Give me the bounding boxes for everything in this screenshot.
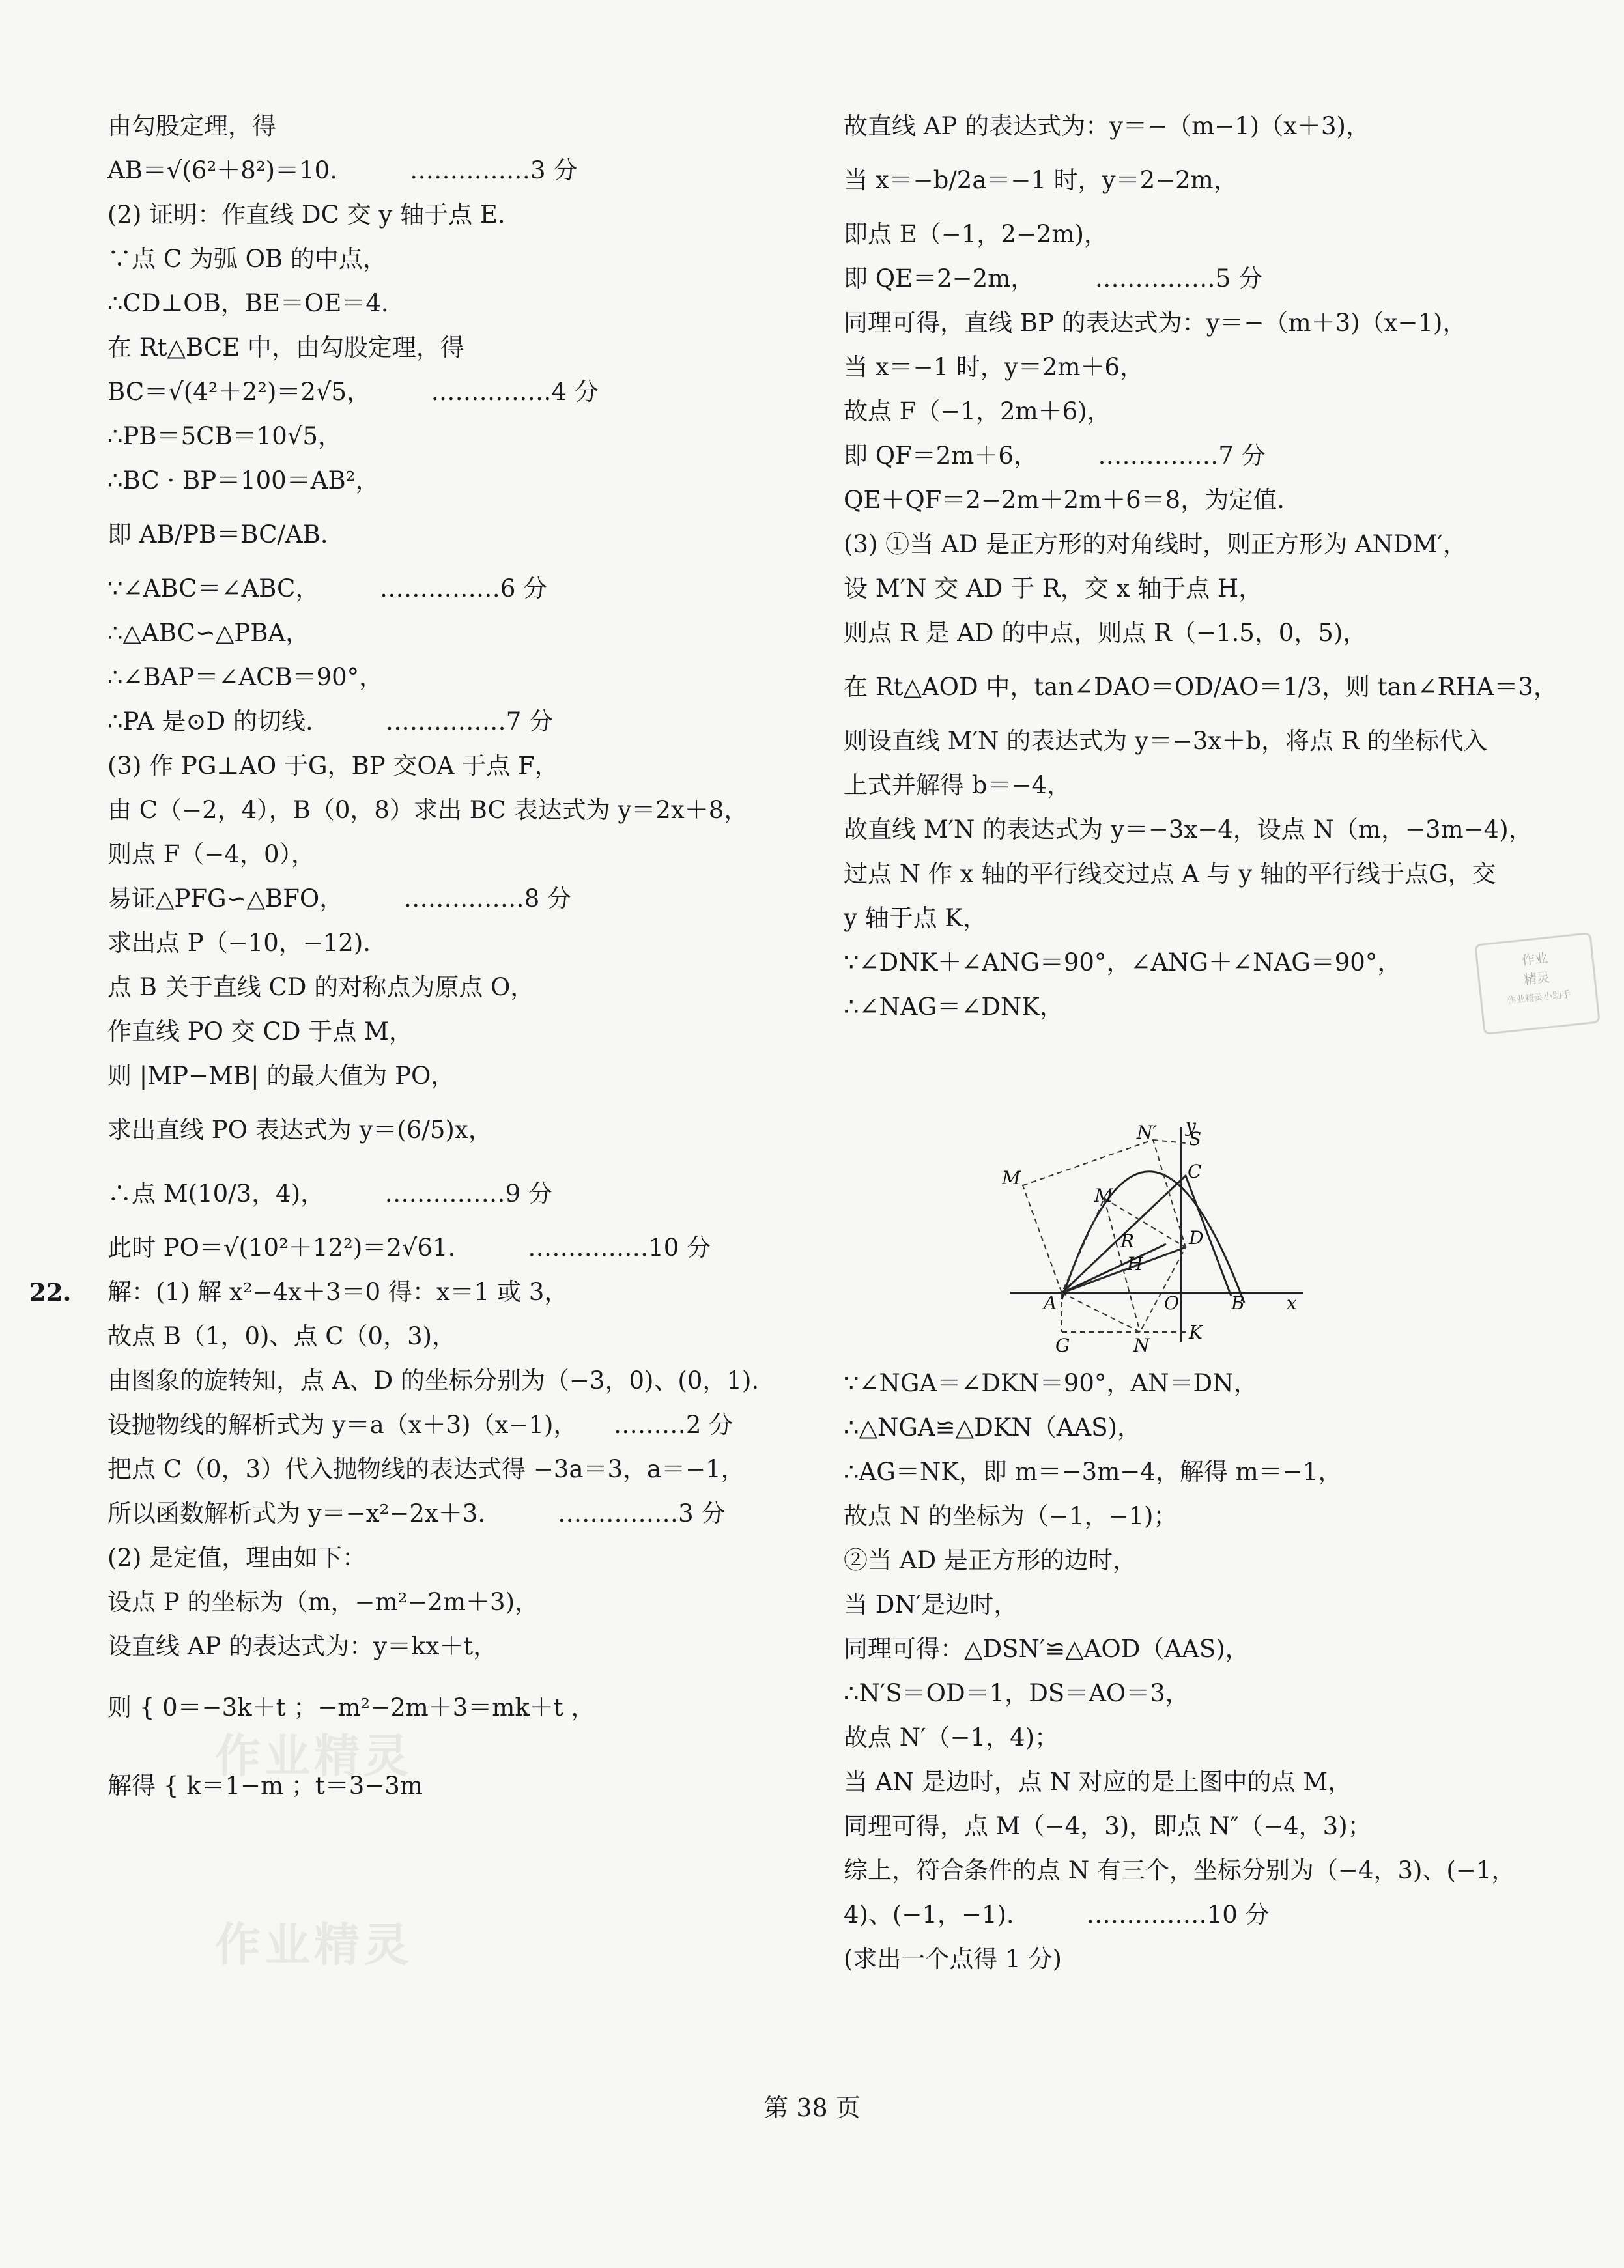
line-text: 即 AB/PB＝BC/AB.	[107, 520, 328, 548]
line-text: 当 x＝−1 时，y＝2m＋6，	[844, 353, 1145, 381]
line-text: BC＝√(4²＋2²)＝2√5， ……………4 分	[107, 378, 599, 406]
text-line	[844, 1583, 1547, 1627]
text-line	[844, 149, 1547, 212]
line-text: 在 Rt△AOD 中，tan∠DAO＝OD/AO＝1/3，则 tan∠RHA＝3，	[844, 673, 1558, 701]
text-line	[844, 478, 1547, 522]
text-line	[844, 1450, 1547, 1494]
line-text: 即点 E（−1，2−2m)，	[844, 220, 1108, 248]
text-line	[844, 434, 1547, 478]
text-line	[844, 1406, 1547, 1450]
line-text: 当 DN′是边时，	[844, 1591, 1018, 1619]
text-line	[107, 877, 791, 921]
text-line	[844, 345, 1547, 390]
line-text: 故点 B（1，0)、点 C（0，3)，	[107, 1322, 457, 1350]
fig-label-s: S	[1189, 1128, 1202, 1150]
line-text: 则设直线 M′N 的表达式为 y＝−3x＋b，将点 R 的坐标代入	[844, 727, 1488, 755]
line-text: 解得 { k＝1−m ；t＝3−3m	[107, 1772, 423, 1800]
line-text: 点 B 关于直线 CD 的对称点为原点 O，	[107, 973, 535, 1001]
line-text: 4)、(−1，−1). ……………10 分	[844, 1901, 1270, 1929]
line-text: 则点 R 是 AD 的中点，则点 R（−1.5，0，5)，	[844, 619, 1367, 647]
text-line	[844, 390, 1547, 434]
stamp-line-2: 精灵	[1523, 969, 1551, 988]
text-line	[844, 719, 1547, 763]
text-line	[107, 1314, 791, 1359]
line-text: (3) ①当 AD 是正方形的对角线时，则正方形为 ANDM′，	[844, 530, 1467, 558]
line-text: (3) 作 PG⊥AO 于G，BP 交OA 于点 F，	[107, 752, 559, 780]
text-line	[844, 567, 1547, 611]
line-text: 设抛物线的解析式为 y＝a（x＋3)（x−1)， ………2 分	[107, 1411, 734, 1439]
text-line	[844, 655, 1558, 719]
text-line	[844, 941, 1547, 985]
text-line	[107, 1359, 791, 1403]
line-text: ∴BC · BP＝100＝AB²，	[107, 466, 380, 494]
fig-label-o: O	[1164, 1292, 1179, 1314]
text-line	[107, 567, 791, 611]
line-text: 设直线 AP 的表达式为：y＝kx＋t，	[107, 1632, 498, 1660]
line-text: ∴∠NAG＝∠DNK，	[844, 993, 1064, 1021]
text-line	[107, 832, 791, 877]
text-line	[107, 1669, 791, 1747]
line-text: 则 { 0＝−3k＋t ；−m²−2m＋3＝mk＋t ，	[107, 1694, 595, 1722]
fig-label-h: H	[1127, 1253, 1143, 1275]
text-line	[107, 414, 791, 459]
text-line	[107, 237, 791, 281]
line-text: ∴PB＝5CB＝10√5，	[107, 422, 342, 450]
fig-label-k: K	[1189, 1322, 1203, 1343]
line-text: (求出一个点得 1 分)	[844, 1945, 1062, 1973]
line-text: ∴PA 是⊙D 的切线. ……………7 分	[107, 707, 554, 735]
text-line	[107, 281, 791, 326]
text-line	[107, 1010, 791, 1054]
text-line	[844, 1627, 1547, 1671]
text-line	[844, 1494, 1547, 1538]
line-text: 解：(1) 解 x²−4x＋3＝0 得：x＝1 或 3，	[107, 1278, 569, 1306]
text-line	[107, 788, 791, 832]
line-text: 当 x＝−b/2a＝−1 时，y＝2−2m，	[844, 166, 1238, 194]
line-text: 由图象的旋转知，点 A、D 的坐标分别为（−3，0)、(0，1).	[107, 1367, 760, 1395]
text-line	[844, 808, 1547, 852]
text-line	[107, 1162, 791, 1226]
line-text: 过点 N 作 x 轴的平行线交过点 A 与 y 轴的平行线于点G，交	[844, 860, 1496, 888]
text-line	[844, 1716, 1547, 1760]
watermark-stamp	[1474, 932, 1601, 1035]
text-line	[844, 1804, 1547, 1849]
line-text: ∵∠ABC＝∠ABC， ……………6 分	[107, 574, 548, 602]
line-text: ∵点 C 为弧 OB 的中点，	[107, 245, 387, 273]
text-line	[107, 370, 791, 414]
line-text: 所以函数解析式为 y＝−x²−2x＋3. ……………3 分	[107, 1499, 726, 1527]
line-text: 则点 F（−4，0），	[107, 840, 316, 868]
text-line	[844, 1538, 1547, 1583]
text-line	[844, 301, 1547, 345]
line-text: 同理可得：△DSN′≌△AOD（AAS)，	[844, 1635, 1249, 1663]
stamp-line-1: 作业	[1520, 950, 1549, 969]
fig-label-d: D	[1189, 1227, 1204, 1249]
line-text: 求出点 P（−10，−12).	[107, 929, 371, 957]
right-column-continued	[844, 1361, 1547, 1981]
text-line	[844, 1849, 1547, 1893]
left-column	[29, 104, 791, 1825]
text-line	[107, 1624, 791, 1669]
line-text: 故直线 M′N 的表达式为 y＝−3x−4，设点 N（m，−3m−4)，	[844, 815, 1533, 843]
line-text: ∴∠BAP＝∠ACB＝90°，	[107, 663, 384, 691]
fig-label-r: R	[1120, 1230, 1135, 1252]
line-text: ∵∠NGA＝∠DKN＝90°，AN＝DN，	[844, 1369, 1258, 1397]
line-text: 上式并解得 b＝−4，	[844, 771, 1071, 799]
text-line	[107, 611, 791, 655]
text-line	[844, 1893, 1547, 1937]
text-line	[844, 611, 1547, 655]
line-text: AB＝√(6²＋8²)＝10. ……………3 分	[107, 156, 578, 184]
line-text: 设 M′N 交 AD 于 R，交 x 轴于点 H，	[844, 574, 1263, 602]
line-text: ∵∠DNK＋∠ANG＝90°，∠ANG＋∠NAG＝90°，	[844, 948, 1402, 976]
line-text: 此时 PO＝√(10²＋12²)＝2√61. ……………10 分	[107, 1234, 711, 1262]
text-line	[844, 1671, 1547, 1716]
text-line	[107, 965, 791, 1010]
fig-label-n-prime: N′	[1137, 1122, 1157, 1143]
right-column	[844, 104, 1558, 1029]
text-line	[844, 522, 1547, 567]
line-text: QE＋QF＝2−2m＋2m＋6＝8，为定值.	[844, 486, 1285, 514]
text-line	[107, 921, 791, 965]
watermark-text-2: 作业精灵	[215, 1918, 413, 1972]
text-line	[844, 985, 1547, 1029]
text-line	[107, 655, 791, 700]
text-line	[844, 896, 1547, 941]
text-line	[29, 1270, 791, 1314]
fig-label-g: G	[1055, 1335, 1070, 1355]
line-text: 设点 P 的坐标为（m，−m²−2m＋3)，	[107, 1588, 539, 1616]
text-line	[107, 1447, 791, 1492]
line-text: 故直线 AP 的表达式为：y＝−（m−1)（x＋3)，	[844, 112, 1370, 140]
line-text: 当 AN 是边时，点 N 对应的是上图中的点 M，	[844, 1768, 1352, 1796]
line-text: ∴CD⊥OB，BE＝OE＝4.	[107, 289, 389, 317]
fig-label-b: B	[1231, 1292, 1245, 1314]
text-line	[107, 1536, 791, 1580]
text-line	[844, 212, 1547, 257]
line-text: (2) 证明：作直线 DC 交 y 轴于点 E.	[107, 201, 506, 229]
line-text: 同理可得，点 M（−4，3)，即点 N″（−4，3)；	[844, 1812, 1372, 1840]
text-line	[844, 1760, 1547, 1804]
parabola-square-figure	[997, 1114, 1309, 1355]
line-text: y 轴于点 K，	[844, 904, 988, 932]
line-text: 作直线 PO 交 CD 于点 M，	[107, 1017, 413, 1045]
text-line	[107, 104, 791, 149]
text-line	[107, 1492, 791, 1536]
fig-label-n: N	[1133, 1335, 1150, 1355]
text-line	[107, 1403, 791, 1447]
text-line	[107, 744, 791, 788]
line-text: 故点 N 的坐标为（−1，−1)；	[844, 1502, 1178, 1530]
line-text: 求出直线 PO 表达式为 y＝(6/5)x，	[107, 1116, 492, 1144]
fig-label-x: x	[1287, 1292, 1297, 1314]
text-line	[844, 1361, 1547, 1406]
text-line	[844, 763, 1547, 808]
line-text: ∴△ABC∽△PBA，	[107, 619, 310, 647]
fig-label-m-prime: M′	[1094, 1185, 1118, 1206]
line-text: 故点 N′（−1，4)；	[844, 1723, 1059, 1751]
line-text: 易证△PFG∽△BFO， ……………8 分	[107, 885, 572, 913]
text-line	[844, 257, 1547, 301]
line-text: ∴△NGA≌△DKN（AAS)，	[844, 1413, 1142, 1441]
line-text: 由勾股定理，得	[107, 112, 276, 140]
text-line	[844, 1937, 1547, 1981]
watermark-text-1: 作业精灵	[215, 1729, 413, 1783]
text-line	[844, 852, 1547, 896]
text-line	[107, 193, 791, 237]
line-text: ∴点 M(10/3，4)， ……………9 分	[107, 1180, 552, 1208]
line-text: 即 QF＝2m＋6， ……………7 分	[844, 442, 1266, 470]
page-number: 第 38 页	[763, 2093, 861, 2122]
problem-number: 22.	[29, 1278, 72, 1307]
line-text: 同理可得，直线 BP 的表达式为：y＝−（m＋3)（x−1)，	[844, 309, 1467, 337]
text-line	[107, 1226, 791, 1270]
text-line	[107, 1054, 791, 1098]
line-text: ∴N′S＝OD＝1，DS＝AO＝3，	[844, 1679, 1190, 1707]
line-text: ②当 AD 是正方形的边时，	[844, 1546, 1137, 1574]
fig-label-c: C	[1188, 1161, 1202, 1182]
stamp-line-3: 作业精灵小助手	[1506, 989, 1571, 1006]
line-text: 则 |MP−MB| 的最大值为 PO，	[107, 1062, 455, 1090]
line-text: 故点 F（−1，2m＋6)，	[844, 397, 1111, 425]
fig-label-y: y	[1186, 1115, 1196, 1137]
text-line	[107, 326, 791, 370]
line-text: ∴AG＝NK，即 m＝−3m−4，解得 m＝−1，	[844, 1458, 1343, 1486]
text-line	[107, 503, 791, 567]
line-text: 即 QE＝2−2m， ……………5 分	[844, 264, 1263, 292]
text-line	[107, 1098, 791, 1162]
text-line	[107, 1747, 791, 1825]
text-line	[107, 149, 791, 193]
line-text: 由 C（−2，4），B（0，8）求出 BC 表达式为 y＝2x＋8，	[107, 796, 748, 824]
line-text: 把点 C（0，3）代入抛物线的表达式得 −3a＝3，a＝−1，	[107, 1455, 745, 1483]
text-line	[107, 459, 791, 503]
fig-label-m: M	[1002, 1167, 1021, 1189]
line-text: (2) 是定值，理由如下：	[107, 1544, 367, 1572]
text-line	[107, 700, 791, 744]
text-line	[844, 104, 1547, 149]
line-text: 在 Rt△BCE 中，由勾股定理，得	[107, 333, 464, 361]
line-text: 综上，符合条件的点 N 有三个，坐标分别为（−4，3)、(−1，	[844, 1856, 1516, 1884]
text-line	[107, 1580, 791, 1624]
fig-label-a: A	[1044, 1292, 1057, 1314]
